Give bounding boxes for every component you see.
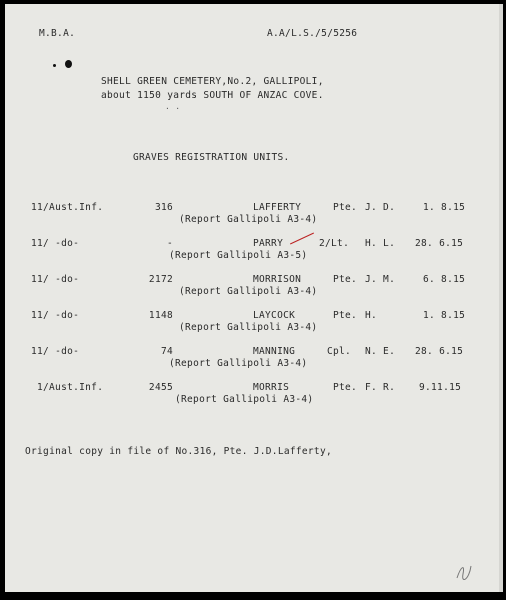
entry-rank: 2/Lt. [319,238,350,249]
pencil-mark [453,560,475,582]
entry-number: 2172 [148,274,173,285]
footer-note: Original copy in file of No.316, Pte. J.D.Lafferty, [25,446,332,457]
entry-name: MORRISON [253,274,302,285]
entry-name: MORRIS [253,382,290,393]
entry-name: MANNING [253,346,296,357]
entry-report: (Report Gallipoli A3-4) [179,322,318,333]
entry-unit: 11/ -do- [31,310,80,321]
entry-rank: Pte. [333,202,358,213]
right-reference: A.A/L.S./5/5256 [267,28,358,39]
entry-unit: 11/ -do- [31,346,80,357]
entry-date: 1. 8.15 [423,202,466,213]
entry-name: PARRY [253,238,284,249]
entry-report: (Report Gallipoli A3-5) [169,250,308,261]
entry-number: - [166,238,173,249]
entry-date: 1. 8.15 [423,310,466,321]
entry-initials: H. L. [365,238,396,249]
entry-rank: Cpl. [327,346,352,357]
red-check-mark [290,233,314,245]
section-heading: GRAVES REGISTRATION UNITS. [133,152,290,163]
cemetery-title: SHELL GREEN CEMETERY,No.2, GALLIPOLI, [101,76,324,87]
dot-marks: . . [165,102,181,111]
entry-name: LAYCOCK [253,310,296,321]
entry-rank: Pte. [333,310,358,321]
entry-name: LAFFERTY [253,202,302,213]
entry-rank: Pte. [333,382,358,393]
entry-date: 6. 8.15 [423,274,466,285]
entry-report: (Report Gallipoli A3-4) [179,286,318,297]
entry-number: 2455 [148,382,173,393]
left-reference: M.B.A. [39,28,76,39]
entry-initials: N. E. [365,346,396,357]
entry-report: (Report Gallipoli A3-4) [175,394,314,405]
entry-unit: 11/ -do- [31,238,80,249]
entry-unit: 11/Aust.Inf. [31,202,104,213]
entry-initials: F. R. [365,382,396,393]
entry-date: 28. 6.15 [415,238,464,249]
entry-initials: J. D. [365,202,396,213]
page-edge [499,4,503,592]
entry-date: 9.11.15 [419,382,462,393]
entry-unit: 11/ -do- [31,274,80,285]
entry-report: (Report Gallipoli A3-4) [169,358,308,369]
entry-initials: H. [365,310,378,321]
entry-initials: J. M. [365,274,396,285]
entry-rank: Pte. [333,274,358,285]
ink-blot [65,60,72,68]
entry-date: 28. 6.15 [415,346,464,357]
entry-report: (Report Gallipoli A3-4) [179,214,318,225]
ink-speck [53,64,56,67]
cemetery-location: about 1150 yards SOUTH OF ANZAC COVE. [101,90,324,101]
entry-number: 316 [154,202,173,213]
document-page [5,4,499,592]
entry-number: 74 [160,346,173,357]
entry-unit: 1/Aust.Inf. [37,382,104,393]
entry-number: 1148 [148,310,173,321]
